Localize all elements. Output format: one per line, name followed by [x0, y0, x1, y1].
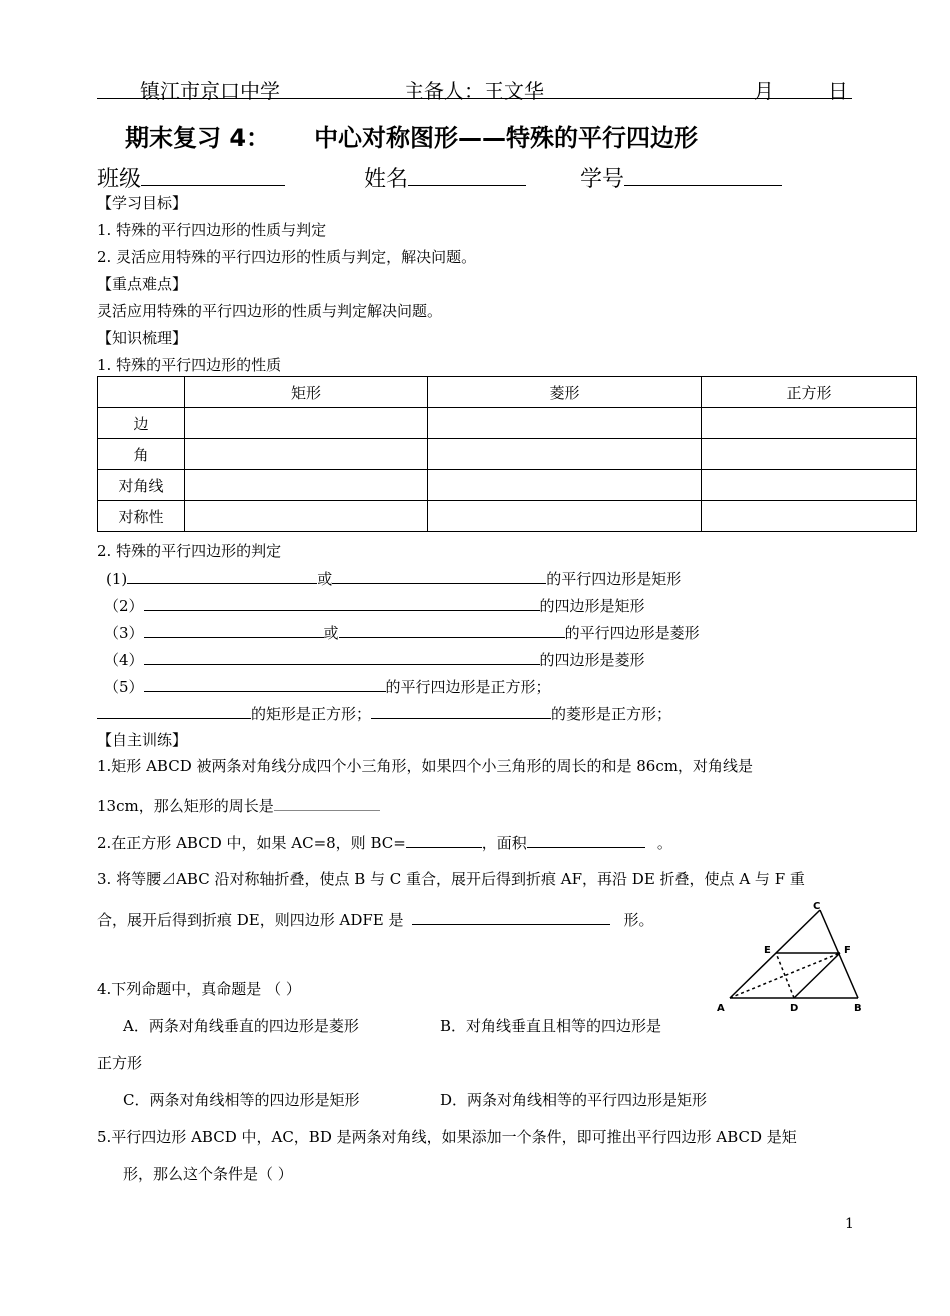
label-e: E	[764, 945, 771, 956]
preparer: 主备人：王文华	[404, 79, 544, 103]
criterion-6-blank-b[interactable]	[371, 702, 551, 719]
option-d: D．两条对角线相等的平行四边形是矩形	[440, 1091, 708, 1109]
knowledge-heading: 【知识梳理】	[97, 329, 188, 347]
table-cell[interactable]	[428, 470, 702, 501]
criterion-6	[97, 702, 671, 724]
table-cell[interactable]	[428, 408, 702, 439]
row-header-symmetry: 对称性	[98, 501, 185, 532]
criterion-5-suffix: 的平行四边形是正方形；	[385, 678, 551, 696]
label-b: B	[854, 1003, 862, 1014]
criterion-3-prefix: （3）	[104, 624, 144, 642]
question-2-prefix: 2.在正方形 ABCD 中，如果 AC=8，则 BC=	[97, 834, 406, 852]
lesson-number: 期末复习 4：	[125, 124, 271, 152]
option-b-continued: 正方形	[97, 1054, 143, 1072]
number-blank[interactable]	[624, 167, 782, 186]
criterion-2-suffix: 的四边形是矩形	[539, 597, 645, 615]
question-3-line-1: 3. 将等腰⊿ABC 沿对称轴折叠，使点 B 与 C 重合，展开后得到折痕 AF，再沿 DE 折叠，使点 A 与 F 重	[97, 870, 805, 888]
table-cell[interactable]	[428, 501, 702, 532]
question-3-text: 合，展开后得到折痕 DE，则四边形 ADFE 是	[97, 911, 404, 929]
column-header-square: 正方形	[702, 377, 917, 408]
name-blank[interactable]	[408, 167, 526, 186]
criterion-1	[106, 567, 681, 589]
row-header-sides: 边	[98, 408, 185, 439]
table-cell[interactable]	[185, 501, 428, 532]
question-5-line-1: 5.平行四边形 ABCD 中，AC，BD 是两条对角线，如果添加一个条件，即可推出平行四边形 ABCD 是矩	[97, 1128, 797, 1146]
question-1-text: 13cm，那么矩形的周长是	[97, 797, 274, 815]
criterion-2	[104, 594, 645, 616]
criterion-1-prefix: (1)	[106, 570, 128, 588]
question-2-blank-area[interactable]	[527, 831, 645, 848]
table-corner-cell	[98, 377, 185, 408]
criterion-3	[104, 621, 700, 643]
table-row	[98, 408, 917, 439]
criterion-1-or: 或	[317, 570, 333, 588]
criterion-4	[104, 648, 645, 670]
label-d: D	[790, 1003, 799, 1014]
question-2	[97, 831, 672, 853]
table-cell[interactable]	[185, 470, 428, 501]
properties-table	[97, 376, 917, 532]
criterion-4-blank[interactable]	[144, 648, 540, 665]
criterion-4-prefix: （4）	[104, 651, 144, 669]
header-rule	[97, 98, 852, 99]
label-f: F	[844, 945, 851, 956]
question-1-line-1: 1.矩形 ABCD 被两条对角线分成四个小三角形，如果四个小三角形的周长的和是 86cm，对角线是	[97, 757, 753, 775]
criterion-6-suffix: 的菱形是正方形；	[551, 705, 672, 723]
criterion-6-mid: 的矩形是正方形；	[251, 705, 372, 723]
label-c: C	[813, 901, 821, 912]
criterion-2-prefix: （2）	[104, 597, 144, 615]
criteria-title: 2. 特殊的平行四边形的判定	[97, 542, 282, 560]
objectives-heading: 【学习目标】	[97, 194, 188, 212]
criterion-2-blank[interactable]	[144, 594, 540, 611]
number-field	[580, 162, 782, 193]
criterion-3-or: 或	[323, 624, 339, 642]
table-cell[interactable]	[702, 439, 917, 470]
properties-title: 1. 特殊的平行四边形的性质	[97, 356, 282, 374]
school-name: 镇江市京口中学	[140, 79, 280, 103]
criterion-1-blank-b[interactable]	[332, 567, 546, 584]
class-field	[97, 162, 285, 193]
number-label: 学号	[580, 167, 625, 192]
criterion-1-suffix: 的平行四边形是矩形	[546, 570, 682, 588]
question-2-mid: ，面积	[481, 834, 527, 852]
criterion-3-blank-b[interactable]	[339, 621, 565, 638]
class-blank[interactable]	[141, 167, 285, 186]
column-header-rectangle: 矩形	[185, 377, 428, 408]
option-a: A．两条对角线垂直的四边形是菱形	[123, 1017, 359, 1035]
objective-2: 2. 灵活应用特殊的平行四边形的性质与判定，解决问题。	[97, 248, 477, 266]
table-cell[interactable]	[428, 439, 702, 470]
option-b: B．对角线垂直且相等的四边形是	[440, 1017, 662, 1035]
lesson-topic: 中心对称图形——特殊的平行四边形	[314, 124, 699, 152]
label-a: A	[717, 1003, 725, 1014]
criterion-4-suffix: 的四边形是菱形	[539, 651, 645, 669]
difficulty-text: 灵活应用特殊的平行四边形的性质与判定解决问题。	[97, 302, 443, 320]
table-cell[interactable]	[702, 470, 917, 501]
table-cell[interactable]	[702, 501, 917, 532]
class-label: 班级	[97, 167, 142, 192]
criterion-5	[104, 675, 551, 697]
page-title	[125, 118, 698, 153]
criterion-5-blank[interactable]	[144, 675, 386, 692]
table-header-row	[98, 377, 917, 408]
triangle-figure	[712, 898, 872, 1018]
objective-1: 1. 特殊的平行四边形的性质与判定	[97, 221, 327, 239]
table-cell[interactable]	[702, 408, 917, 439]
question-3-suffix: 形。	[623, 911, 654, 929]
month-label: 月	[754, 79, 774, 103]
difficulty-heading: 【重点难点】	[97, 275, 188, 293]
question-1-blank[interactable]	[274, 794, 380, 811]
table-row	[98, 439, 917, 470]
question-2-blank-bc[interactable]	[406, 831, 482, 848]
table-cell[interactable]	[185, 439, 428, 470]
criterion-1-blank-a[interactable]	[127, 567, 317, 584]
criterion-5-prefix: （5）	[104, 678, 144, 696]
question-4-stem: 4.下列命题中，真命题是 （ ）	[97, 980, 301, 998]
row-header-angles: 角	[98, 439, 185, 470]
question-5-line-2: 形，那么这个条件是（ ）	[123, 1165, 293, 1183]
table-row	[98, 470, 917, 501]
criterion-3-blank-a[interactable]	[144, 621, 324, 638]
question-3-line-2	[97, 908, 654, 930]
question-1-line-2	[97, 794, 380, 816]
question-3-blank[interactable]	[412, 908, 610, 925]
name-label: 姓名	[364, 167, 409, 192]
table-cell[interactable]	[185, 408, 428, 439]
criterion-6-blank-a[interactable]	[97, 702, 251, 719]
practice-heading: 【自主训练】	[97, 731, 188, 749]
name-field	[364, 162, 526, 193]
row-header-diagonals: 对角线	[98, 470, 185, 501]
criterion-3-suffix: 的平行四边形是菱形	[564, 624, 700, 642]
segment-de	[776, 953, 794, 998]
option-c: C．两条对角线相等的四边形是矩形	[123, 1091, 360, 1109]
column-header-rhombus: 菱形	[428, 377, 702, 408]
segment-df	[794, 953, 840, 998]
page-number: 1	[845, 1216, 854, 1232]
day-label: 日	[828, 79, 848, 103]
table-row	[98, 501, 917, 532]
question-2-suffix: 。	[656, 834, 672, 852]
